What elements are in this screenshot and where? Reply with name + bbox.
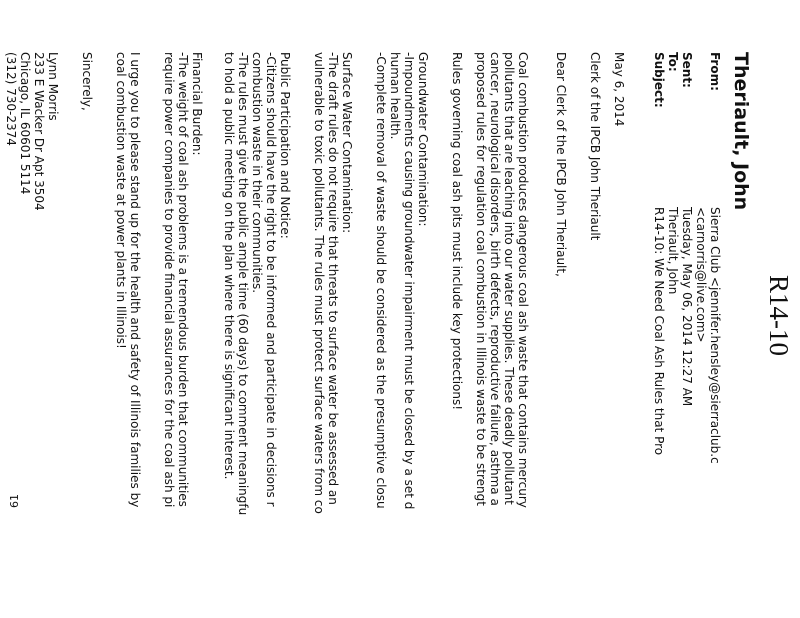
subject-value: R14-10: We Need Coal Ash Rules that Pro [652,207,666,456]
surface-water-heading: Surface Water Contamination: [340,52,354,234]
financial-line: -The weight of coal ash problems is a tremendous burden that communities [176,52,190,507]
from-value-email: <carnorris@live.com> [694,207,708,343]
closing-request-line: coal combustion waste at power plants in Illinois! [114,52,128,349]
groundwater-line: -Complete removal of waste should be considered as the presumptive closu [374,52,388,509]
surface-water-line: vulnerable to toxic pollutants. The rules must protect surface waters from co [312,52,326,514]
intro-line: cancer, neurological disorders, birth defects, reproductive failure, asthma a [488,52,502,506]
case-number: R14-10 [764,275,794,356]
from-value: Sierra Club <jennifer.hensley@sierraclub.c [708,207,722,464]
letter-salutation: Dear Clerk of the IPCB John Theriault, [554,52,568,277]
to-label: To: [666,52,680,72]
rules-statement: Rules governing coal ash pits must include key protections! [450,52,464,411]
header-from-row-2 [694,52,708,618]
header-from-row [708,52,722,618]
intro-line: pollutants that are leaching into our water supplies. These deadly pollutant [502,52,516,505]
from-label: From: [708,52,722,91]
header-subject-row [652,52,666,618]
page-number: 61 [8,494,21,508]
sent-label: Sent: [680,52,694,88]
signature-city: Chicago, IL 60601 5114 [18,52,32,195]
participation-line: -Citizens should have the right to be informed and participate in decisions r [264,52,278,507]
financial-heading: Financial Burden: [190,52,204,156]
participation-line: to hold a public meeting on the plan where there is significant interest. [222,52,236,480]
participation-line: -The rules must give the public ample time (60 days) to comment meaningfu [236,52,250,516]
groundwater-line: -Impoundments causing groundwater impairment must be closed by a set d [402,52,416,510]
to-value: Theriault, John [666,207,680,295]
signature-name: Lynn Morris [46,52,60,121]
financial-line: require power companies to provide financial assurances for the coal ash pi [162,52,176,508]
intro-line: Coal combustion produces dangerous coal ash waste that contains mercury [516,52,530,508]
participation-heading: Public Participation and Notice: [278,52,292,239]
closing-request-line: I urge you to please stand up for the health and safety of Illinois families by [128,52,142,508]
header-sent-row [680,52,694,618]
sent-value: Tuesday, May 06, 2014 12:27 AM [680,207,694,407]
signoff: Sincerely, [80,52,94,111]
surface-water-line: -The draft rules do not require that threats to surface water be assessed an [326,52,340,505]
letter-date: May 6, 2014 [612,52,626,127]
intro-line: proposed rules for regulation coal combustion in Illinois waste to be strengt [474,52,488,506]
signature-address: 233 E Wacker Dr Apt 3504 [32,52,46,211]
subject-label: Subject: [652,52,666,108]
header-to-row [666,52,680,618]
sender-name-heading: Theriault, John [730,52,752,211]
participation-line: combustion waste in their communities. [250,52,264,294]
signature-phone: (312) 730-2374 [4,52,18,146]
groundwater-heading: Groundwater Contamination: [416,52,430,227]
groundwater-line: human health. [388,52,402,140]
letter-recipient: Clerk of the IPCB John Theriault [588,52,602,241]
